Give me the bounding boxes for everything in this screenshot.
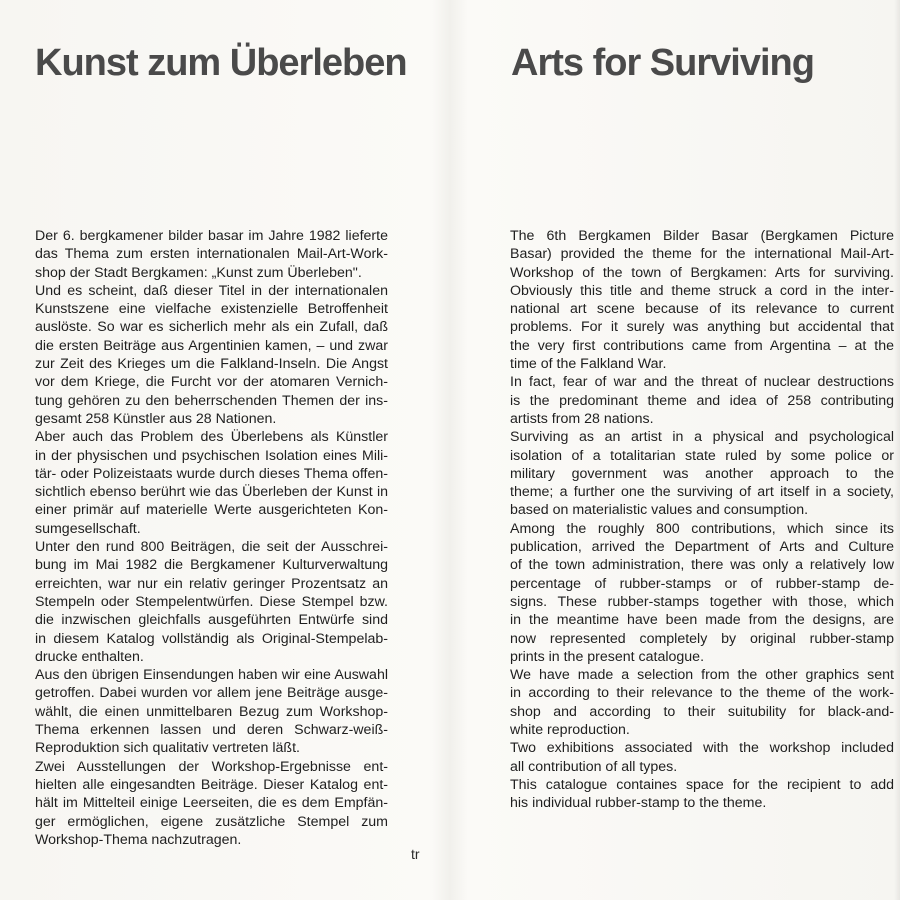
english-text-line: Obviously this title and theme struck a cord in the inter- xyxy=(510,282,894,299)
english-text-line: white reproduction. xyxy=(510,722,630,739)
german-text-line: vor dem Kriege, die Furcht vor der atomaren Vernich- xyxy=(35,374,388,391)
german-text-line: tung gehören zu den beherrschenden Themen der ins- xyxy=(35,392,388,409)
english-text-line: now represented completely by original rubber-stamp xyxy=(510,630,894,647)
german-text-line: Reproduktion sich qualitativ vertreten läßt. xyxy=(35,740,300,757)
english-text-line: Workshop of the town of Bergkamen: Arts for surviving. xyxy=(510,264,894,281)
german-text-line: das Thema zum ersten internationalen Mail-Art-Work- xyxy=(35,246,388,263)
german-text-line: Workshop-Thema nachzutragen. xyxy=(35,831,242,848)
german-text-line: Aber auch das Problem des Überlebens als Künstler xyxy=(35,429,388,446)
page-mark: tr xyxy=(411,846,420,862)
german-text-line: Zwei Ausstellungen der Workshop-Ergebnisse ent- xyxy=(35,758,388,775)
english-text-line: shop and according to their suitubility for black-and- xyxy=(510,703,894,720)
english-text-line: military government was another approach to the xyxy=(510,465,894,482)
english-text-line: Two exhibitions associated with the workshop included xyxy=(510,740,894,757)
german-text-column xyxy=(35,227,388,849)
english-text-line: national art scene because of its relevance to current xyxy=(510,301,894,318)
english-text-line: of the town administration, there was only a relatively low xyxy=(510,557,894,574)
english-text-line: publication, arrived the Department of Arts and Culture xyxy=(510,539,894,556)
german-text-line: Aus den übrigen Einsendungen haben wir eine Auswahl xyxy=(35,667,388,684)
german-text-line: Thema erkennen lassen und deren Schwarz-weiß- xyxy=(35,722,388,739)
german-text-line: auslöste. So war es sicherlich mehr als ein Zufall, daß xyxy=(35,319,388,336)
german-text-line: bung im Mai 1982 die Bergkamener Kulturverwaltung xyxy=(35,557,388,574)
german-text-line: shop der Stadt Bergkamen: „Kunst zum Überleben". xyxy=(35,264,362,281)
english-text-line: In fact, fear of war and the threat of nuclear destructions xyxy=(510,374,894,391)
german-text-line: einer primär auf materielle Werte ausgerichteten Kon- xyxy=(35,502,388,519)
heading-german: Kunst zum Überleben xyxy=(35,42,407,84)
english-text-line: signs. These rubber-stamps together with those, which xyxy=(510,593,894,610)
german-text-line: erreichten, war nur ein relativ geringer Prozentsatz an xyxy=(35,575,388,592)
german-text-line: die inzwischen gleichfalls ausgeführten Entwürfe sind xyxy=(35,612,388,629)
english-text-line: in the meantime have been made from the designs, are xyxy=(510,612,894,629)
german-text-line: getroffen. Dabei wurden vor allem jene Beiträge ausge- xyxy=(35,685,388,702)
english-text-line: in according to their relevance to the theme of the work- xyxy=(510,685,894,702)
german-text-line: hält im Mittelteil einige Leerseiten, die es dem Empfän- xyxy=(35,795,388,812)
english-text-line: problems. For it surely was anything but accidental that xyxy=(510,319,894,336)
english-text-column xyxy=(510,227,894,813)
german-text-line: sumgesellschaft. xyxy=(35,520,141,537)
german-text-line: ger ermöglichen, eigene zusätzliche Stempel zum xyxy=(35,813,388,830)
german-text-line: Unter den rund 800 Beiträgen, die seit der Ausschrei- xyxy=(35,539,388,556)
english-text-line: all contribution of all types. xyxy=(510,758,678,775)
german-text-line: Stempeln oder Stempelentwürfen. Diese Stempel bzw. xyxy=(35,593,388,610)
german-text-line: Der 6. bergkamener bilder basar im Jahre 1982 lieferte xyxy=(35,228,388,244)
german-text-line: Kunstszene eine vielfache existenzielle Betroffenheit xyxy=(35,301,388,318)
german-text-line: gesamt 258 Künstler aus 28 Nationen. xyxy=(35,410,277,427)
english-text-line: his individual rubber-stamp to the theme. xyxy=(510,795,767,812)
german-text-line: sichtlich ebenso berührt wie das Überleben der Kunst in xyxy=(35,484,388,501)
english-text-line: Basar) provided the theme for the international Mail-Art- xyxy=(510,246,894,263)
english-text-line: We have made a selection from the other graphics sent xyxy=(510,667,894,684)
german-text-line: drucke enthalten. xyxy=(35,648,144,665)
english-text-line: percentage of rubber-stamps or of rubber-stamp de- xyxy=(510,575,894,592)
english-text-line: This catalogue containes space for the recipient to add xyxy=(510,776,894,793)
english-text-line: is the predominant theme and idea of 258 contributing xyxy=(510,392,894,409)
english-text-line: theme; a further one the surviving of art itself in a society, xyxy=(510,484,894,501)
english-text-line: time of the Falkland War. xyxy=(510,356,667,373)
english-text-line: Among the roughly 800 contributions, which since its xyxy=(510,520,894,537)
german-text-line: tär- oder Polizeistaats wurde durch dieses Thema offen- xyxy=(35,465,388,482)
german-text-line: die ersten Beiträge aus Argentinien kamen, – und zwar xyxy=(35,337,388,354)
english-text-line: artists from 28 nations. xyxy=(510,410,654,427)
german-text-line: in der physischen und psychischen Isolation eines Mili- xyxy=(35,447,388,464)
english-text-line: The 6th Bergkamen Bilder Basar (Bergkamen Picture xyxy=(510,228,894,244)
heading-english: Arts for Surviving xyxy=(511,42,814,84)
german-text-line: Und es scheint, daß dieser Titel in der internationalen xyxy=(35,282,388,299)
english-text-line: Surviving as an artist in a physical and psychological xyxy=(510,429,894,446)
english-text-line: prints in the present catalogue. xyxy=(510,648,705,665)
german-text-line: hielten alle eingesandten Beiträge. Dieser Katalog ent- xyxy=(35,776,388,793)
english-text-line: isolation of a totalitarian state ruled by some police or xyxy=(510,447,894,464)
german-text-line: wählt, die einen unmittelbaren Bezug zum Workshop- xyxy=(35,703,388,720)
english-text-line: the very first contributions came from Argentina – at the xyxy=(510,337,894,354)
page-edge-shadow xyxy=(894,0,900,900)
german-text-line: zur Zeit des Krieges um die Falkland-Inseln. Die Angst xyxy=(35,356,388,373)
english-text-line: based on materialistic values and consumption. xyxy=(510,502,809,519)
german-text-line: in diesem Katalog vollständig als Original-Stempelab- xyxy=(35,630,388,647)
